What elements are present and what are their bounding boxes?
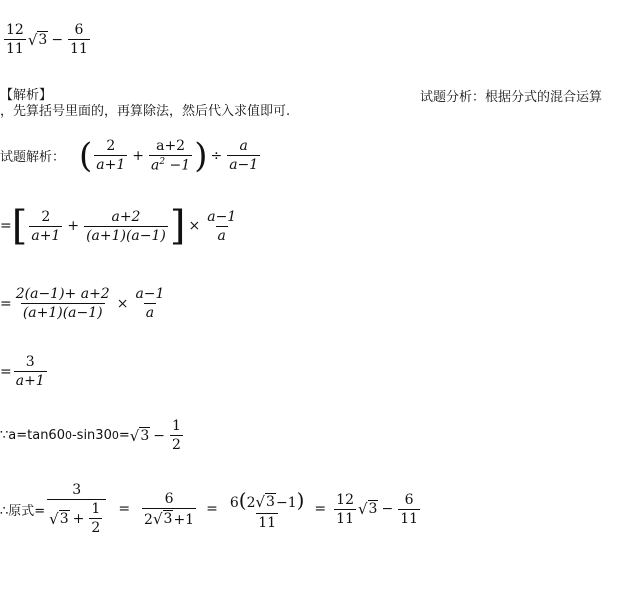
solution-step-4: = $\frac{3}{a+1}$ bbox=[0, 354, 45, 389]
method-text: ，先算括号里面的，再算除法，然后代入求值即可. bbox=[0, 104, 291, 119]
final-label: ∴原式= bbox=[0, 503, 46, 519]
solution-step-3: = $\frac{2(a-1)+ a+2}{(a+1)(a-1)}$ × $\frac{a-1}{a}$ bbox=[0, 286, 165, 321]
solution-step-2: = [ $\frac{2}{a+1}$ + $\frac{a+2}{(a+1)(a-1)}$ ] × $\frac{a-1}{a}$ bbox=[0, 203, 237, 249]
fraction: $\frac{2}{a+1}$ bbox=[96, 138, 126, 174]
fraction: $\frac{2(a-1)+ a+2}{(a+1)(a-1)}$ bbox=[15, 286, 110, 321]
fraction: $\frac{2}{a+1}$ bbox=[31, 208, 61, 244]
fraction: $\frac{a}{a-1}$ bbox=[229, 138, 259, 174]
fraction: 6(2 √ 3 −1) 11 bbox=[229, 487, 305, 531]
fraction: $\frac{6}{11}$ bbox=[400, 491, 419, 527]
fraction: 3 √ 3 + $\frac{1}{2}$ bbox=[47, 482, 106, 536]
solution-label: 试题解析： bbox=[0, 150, 66, 166]
expression: ( $\frac{2}{a+1}$ + $\frac{a+2}{a^2 -1}$ ) ÷ $\frac{a}{a-1}$ bbox=[79, 135, 259, 176]
fraction: 6 2 √ 3 +1 bbox=[144, 490, 195, 528]
solution-step-1 bbox=[0, 135, 262, 176]
fraction: $\frac{a+2}{(a+1)(a-1)}$ bbox=[86, 208, 166, 244]
sqrt-3: √ 3 bbox=[129, 426, 150, 445]
fraction: $\frac{6}{11}$ bbox=[70, 22, 88, 57]
final-line: ∴原式= 3 √ 3 + $\frac{1}{2}$ = 6 2 √ 3 +1 = 6(2 √ 3 −1) 11 = $\frac{12}{11}$ √ 3 − $\frac{6}{11}$ bbox=[0, 482, 419, 536]
fraction: $\frac{a-1}{a}$ bbox=[207, 208, 237, 244]
fraction: $\frac{1}{2}$ bbox=[171, 418, 181, 453]
fraction: $\frac{a-1}{a}$ bbox=[135, 286, 165, 321]
radical-sign: √ bbox=[27, 30, 38, 49]
fraction: $\frac{a+2}{a^2 -1}$ bbox=[151, 138, 191, 174]
sqrt-3: √ 3 bbox=[27, 30, 48, 49]
fraction: $\frac{12}{11}$ bbox=[6, 22, 24, 57]
fraction: $\frac{12}{11}$ bbox=[336, 491, 354, 527]
analysis-text: 试题分析：根据分式的混合运算 bbox=[420, 90, 603, 105]
section-title: 【解析】 bbox=[0, 88, 53, 103]
top-answer: $\frac{12}{11}$ √ 3 − $\frac{6}{11}$ bbox=[6, 22, 88, 57]
fraction: $\frac{3}{a+1}$ bbox=[15, 354, 45, 389]
substitution-line: ∵a=tan60 0 -sin30 0 = √ 3 − $\frac{1}{2}$ bbox=[0, 418, 181, 453]
